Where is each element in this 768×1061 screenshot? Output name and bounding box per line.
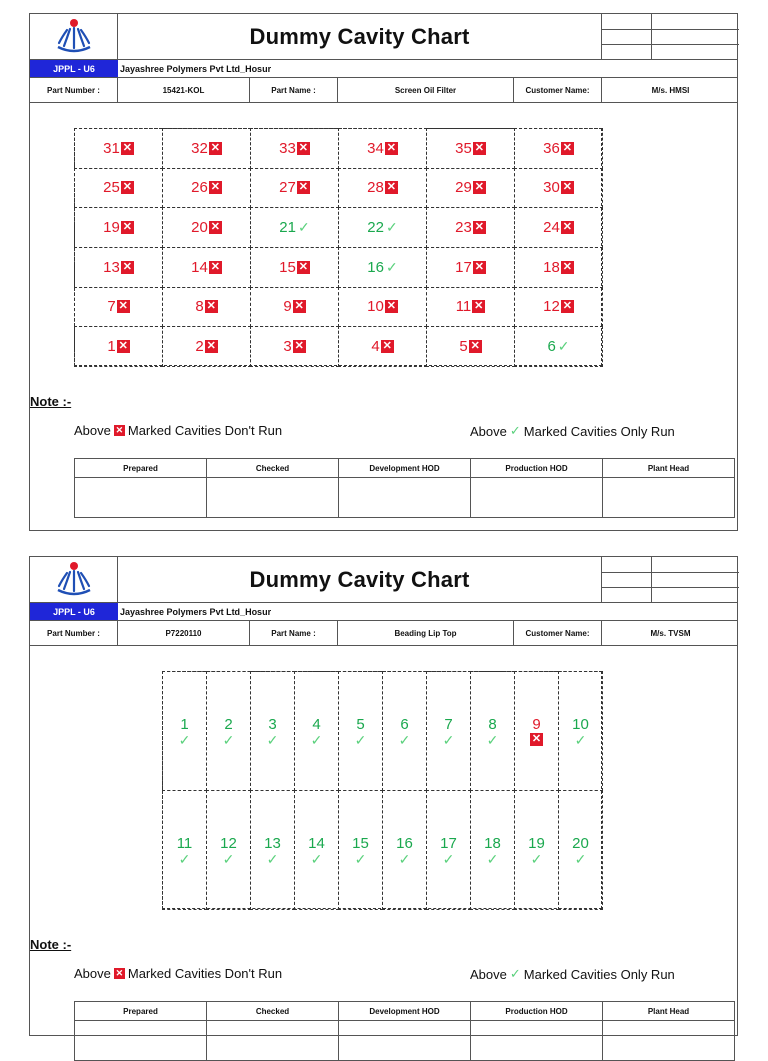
cavity-number: 9 [283,298,292,316]
check-icon: ✓ [178,731,191,748]
company-logo [30,14,118,59]
cavity-cell [162,287,251,328]
check-icon: ✓ [557,338,570,355]
cross-box-icon: ✕ [474,260,484,273]
cross-box-icon: ✕ [294,340,304,353]
cavity-number: 36 [543,139,560,157]
cavity-cell [74,326,163,367]
cavity-cell [514,790,559,910]
cavity-number: 15 [279,258,296,276]
cavity-cell [558,790,603,910]
cavity-cell [162,247,251,288]
cavity-cell [74,287,163,328]
cross-box-icon: ✕ [474,300,484,313]
cavity-cell [74,247,163,288]
cross-box-icon: ✕ [122,221,132,234]
cavity-cell [206,790,251,910]
cavity-chart-sheet-1 [29,13,738,531]
note-label: Note :- [30,394,72,409]
cavity-cell [250,128,339,169]
cavity-cell [558,671,603,791]
sig-checked: Checked [207,459,339,477]
cross-box-icon: ✕ [210,221,220,234]
cross-box-icon: ✕ [382,340,392,353]
cavity-number: 18 [543,258,560,276]
legend-prefix: Above [470,966,507,982]
cavity-cell [338,128,427,169]
cavity-cell [74,168,163,209]
company-logo [30,557,118,602]
cavity-cell [162,326,251,367]
cross-box-icon: ✕ [562,260,572,273]
revision-box [601,14,739,59]
cross-box-icon: ✕ [118,340,128,353]
cavity-cell [338,326,427,367]
cavity-cell [74,128,163,169]
part-name-label: Part Name : [250,78,338,102]
cross-box-icon: ✕ [298,141,308,154]
check-icon: ✓ [442,850,455,867]
cavity-number: 29 [455,179,472,197]
cavity-cell [382,671,427,791]
cavity-cell [250,247,339,288]
cavity-number: 1 [107,338,116,356]
check-icon: ✓ [398,731,411,748]
check-icon: ✓ [354,850,367,867]
cavity-number: 17 [440,834,457,852]
cavity-number: 8 [195,298,204,316]
cavity-number: 25 [103,179,120,197]
cavity-number: 13 [264,834,281,852]
sheet-header [30,557,737,602]
check-icon: ✓ [310,731,323,748]
cavity-number: 10 [572,715,589,733]
check-icon: ✓ [310,850,323,867]
sig-development-hod: Development HOD [339,459,471,477]
cavity-number: 19 [103,219,120,237]
cavity-number: 3 [283,338,292,356]
revision-box [601,557,739,602]
cavity-cell [514,287,603,328]
legend-dont-run [74,966,282,981]
cross-box-icon: ✕ [474,181,484,194]
cross-box-icon: ✕ [470,340,480,353]
cavity-number: 19 [528,834,545,852]
customer-value: M/s. TVSM [650,628,691,638]
cross-box-icon: ✕ [386,300,396,313]
cavity-cell [162,168,251,209]
cavity-number: 14 [191,258,208,276]
cross-box-icon: ✕ [206,340,216,353]
cavity-cell [74,207,163,248]
check-icon: ✓ [398,850,411,867]
cavity-cell [514,671,559,791]
legend-text: Marked Cavities Only Run [523,966,675,982]
cavity-number: 17 [455,258,472,276]
unit-row [30,602,737,621]
cavity-cell [294,790,339,910]
cross-box-icon: ✕ [562,300,572,313]
cavity-cell [338,671,383,791]
cavity-cell [514,207,603,248]
cavity-cell [250,168,339,209]
logo-cell [30,14,118,59]
cavity-cell [250,790,295,910]
part-number-label: Part Number : [30,621,118,645]
cavity-number: 12 [220,834,237,852]
check-icon: ✓ [266,731,279,748]
check-icon: ✓ [222,731,235,748]
part-info-row [30,78,737,103]
check-icon: ✓ [442,731,455,748]
sheet-header [30,14,737,59]
cavity-cell [514,326,603,367]
cavity-cell [470,671,515,791]
cavity-number: 24 [543,219,560,237]
cavity-number: 21 [279,219,296,237]
cavity-chart-sheet-2 [29,556,738,1036]
unit-row [30,59,737,78]
check-icon: ✓ [486,850,499,867]
cross-box-icon: ✕ [562,221,572,234]
cavity-cell [426,207,515,248]
cross-box-icon: ✕ [298,181,308,194]
cavity-number: 14 [308,834,325,852]
check-icon: ✓ [574,850,587,867]
part-number-value: 15421-KOL [118,78,250,102]
cavity-number: 30 [543,179,560,197]
part-name-value: Screen Oil Filter [338,78,514,102]
check-icon: ✓ [574,731,587,748]
cavity-number: 20 [572,834,589,852]
check-icon: ✓ [509,423,521,438]
cross-box-icon: ✕ [210,141,220,154]
customer-value: M/s. HMSI [651,85,690,95]
cavity-number: 5 [459,338,468,356]
cavity-number: 18 [484,834,501,852]
cavity-number: 6 [400,715,409,733]
cavity-number: 16 [367,258,384,276]
cavity-number: 15 [352,834,369,852]
cavity-number: 32 [191,139,208,157]
legend-prefix: Above [74,966,111,981]
sig-prepared: Prepared [75,1002,207,1020]
cavity-cell [514,247,603,288]
part-name-label: Part Name : [250,621,338,645]
sig-checked: Checked [207,1002,339,1020]
check-icon: ✓ [354,731,367,748]
cavity-cell [470,790,515,910]
sig-plant-head: Plant Head [647,463,690,473]
cross-box-icon: ✕ [210,260,220,273]
cavity-number: 35 [455,139,472,157]
cavity-cell [426,326,515,367]
cavity-number: 27 [279,179,296,197]
legend-text: Marked Cavities Don't Run [127,966,283,981]
check-icon: ✓ [297,219,310,236]
cavity-number: 4 [312,715,321,733]
cavity-number: 28 [367,179,384,197]
signature-table [74,458,735,518]
cross-box-icon: ✕ [562,141,572,154]
cross-box-icon: ✕ [115,425,124,435]
cavity-cell [426,128,515,169]
legend-prefix: Above [74,423,111,438]
page-title: Dummy Cavity Chart [249,566,470,592]
legend-only-run [470,423,675,439]
cavity-number: 1 [180,715,189,733]
cavity-cell [250,287,339,328]
cavity-cell [250,207,339,248]
check-icon: ✓ [385,219,398,236]
check-icon: ✓ [486,731,499,748]
cavity-number: 4 [371,338,380,356]
cavity-number: 16 [396,834,413,852]
cavity-cell [426,671,471,791]
cavity-number: 3 [268,715,277,733]
sig-production-hod: Production HOD [471,1002,603,1020]
legend-prefix: Above [470,423,507,439]
cavity-cell [162,671,207,791]
sig-prepared: Prepared [75,459,207,477]
part-info-row [30,621,737,646]
cavity-number: 12 [543,298,560,316]
cavity-cell [338,287,427,328]
legend-dont-run [74,423,282,438]
cross-box-icon: ✕ [298,260,308,273]
unit-badge: JPPL - U6 [30,603,118,620]
sig-plant-head: Plant Head [647,1006,690,1016]
cross-box-icon: ✕ [562,181,572,194]
cavity-grid [162,671,602,909]
check-icon: ✓ [178,850,191,867]
note-label: Note :- [30,937,72,952]
cavity-grid [74,128,602,366]
check-icon: ✓ [530,850,543,867]
cavity-number: 33 [279,139,296,157]
cavity-number: 2 [195,338,204,356]
cavity-number: 7 [107,298,116,316]
cavity-number: 11 [455,298,472,316]
cavity-cell [382,790,427,910]
cross-box-icon: ✕ [122,260,132,273]
cross-box-icon: ✕ [118,300,128,313]
cavity-number: 9 [532,716,541,733]
cavity-number: 31 [103,139,120,157]
legend-text: Marked Cavities Only Run [523,423,675,439]
cavity-number: 10 [367,298,384,316]
cavity-cell [426,247,515,288]
cross-box-icon: ✕ [474,141,484,154]
cavity-cell [250,671,295,791]
sig-development-hod: Development HOD [339,1002,471,1020]
cavity-number: 11 [176,834,193,852]
legend-text: Marked Cavities Don't Run [127,423,283,438]
cavity-number: 7 [444,715,453,733]
cavity-cell [338,168,427,209]
cavity-cell [426,287,515,328]
cavity-cell [250,326,339,367]
cavity-number: 20 [191,219,208,237]
cavity-number: 22 [367,219,384,237]
cavity-cell [338,207,427,248]
company-name: Jayashree Polymers Pvt Ltd_Hosur [120,63,272,74]
cross-box-icon: ✕ [122,181,132,194]
cavity-cell [514,168,603,209]
cavity-number: 2 [224,715,233,733]
customer-label: Customer Name: [514,621,602,645]
part-name-value: Beading Lip Top [338,621,514,645]
cavity-cell [162,207,251,248]
sig-production-hod: Production HOD [471,459,603,477]
cross-box-icon: ✕ [206,300,216,313]
cavity-cell [338,790,383,910]
part-number-value: P7220110 [118,621,250,645]
logo-cell [30,557,118,602]
check-icon: ✓ [266,850,279,867]
cross-box-icon: ✕ [210,181,220,194]
check-icon: ✓ [385,258,398,275]
cavity-number: 8 [488,715,497,733]
cavity-number: 23 [455,219,472,237]
check-icon: ✓ [509,966,521,981]
check-icon: ✓ [222,850,235,867]
cavity-number: 6 [547,338,556,356]
cavity-number: 5 [356,715,365,733]
cavity-cell [338,247,427,288]
unit-badge: JPPL - U6 [30,60,118,77]
cross-box-icon: ✕ [531,733,542,745]
legend-only-run [470,966,675,982]
cavity-cell [162,790,207,910]
cavity-cell [426,168,515,209]
cross-box-icon: ✕ [474,221,484,234]
cross-box-icon: ✕ [122,141,132,154]
cross-box-icon: ✕ [294,300,304,313]
cross-box-icon: ✕ [115,968,124,978]
page-title: Dummy Cavity Chart [249,23,470,49]
customer-label: Customer Name: [514,78,602,102]
cavity-cell [426,790,471,910]
cavity-number: 34 [367,139,384,157]
cavity-cell [206,671,251,791]
company-name: Jayashree Polymers Pvt Ltd_Hosur [120,606,272,617]
cross-box-icon: ✕ [386,181,396,194]
cross-box-icon: ✕ [386,141,396,154]
cavity-cell [514,128,603,169]
cavity-cell [294,671,339,791]
cavity-number: 26 [191,179,208,197]
cavity-cell [162,128,251,169]
cavity-number: 13 [103,258,120,276]
part-number-label: Part Number : [30,78,118,102]
signature-table [74,1001,735,1061]
